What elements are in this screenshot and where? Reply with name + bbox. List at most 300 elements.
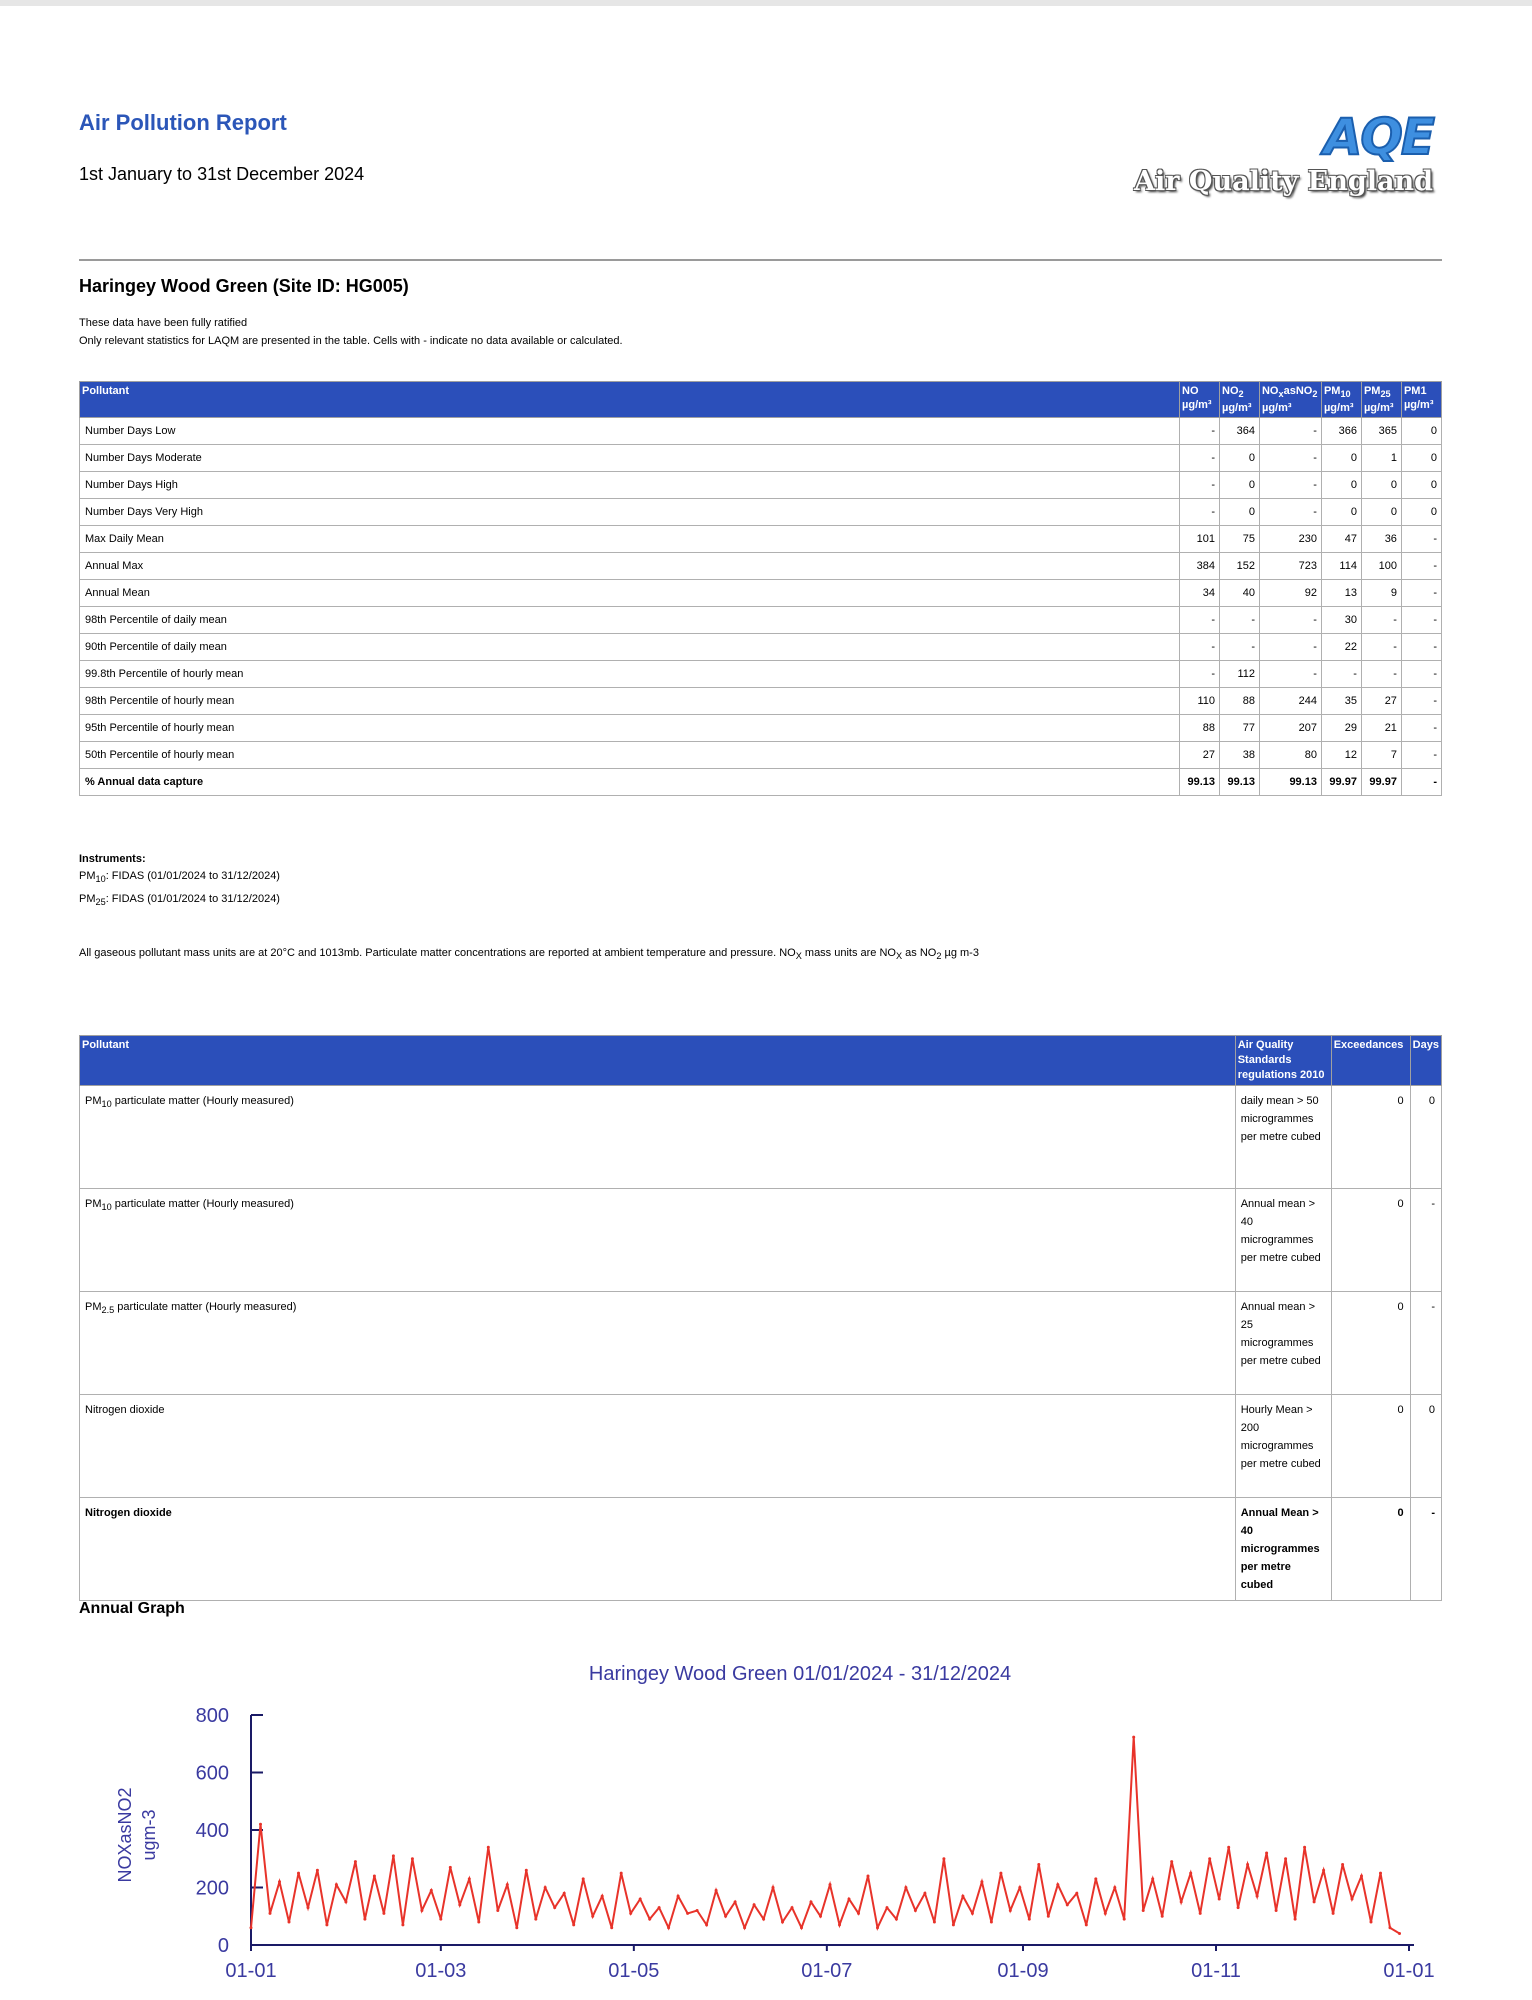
data-point (952, 1923, 955, 1926)
table-cell: 0 (1401, 418, 1441, 445)
standard-cell: Annual Mean > 40 microgrammes per metre cubed (1235, 1498, 1331, 1601)
column-unit: µg/m³ (1261, 402, 1292, 415)
data-point (696, 1909, 699, 1912)
table-cell: 152 (1220, 553, 1260, 580)
row-label: 95th Percentile of hourly mean (80, 715, 1180, 742)
data-point (990, 1921, 993, 1924)
table-cell: 0 (1321, 445, 1361, 472)
data-point (1028, 1918, 1031, 1921)
table-row (80, 553, 1442, 580)
table-cell: 244 (1259, 688, 1321, 715)
data-point (1075, 1892, 1078, 1895)
data-point (477, 1921, 480, 1924)
table-cell: 22 (1321, 634, 1361, 661)
instrument-item (79, 870, 280, 884)
table-cell: - (1401, 769, 1441, 796)
data-point (1332, 1912, 1335, 1915)
exceedances-cell: 0 (1331, 1189, 1410, 1292)
table-cell: 0 (1361, 472, 1401, 499)
table-cell: 101 (1180, 526, 1220, 553)
data-point (382, 1912, 385, 1915)
table-cell: - (1220, 607, 1260, 634)
data-point (667, 1926, 670, 1929)
column-unit: µg/m³ (1363, 402, 1394, 415)
table-cell: - (1259, 634, 1321, 661)
data-point (1398, 1932, 1401, 1935)
data-point (1094, 1877, 1097, 1880)
table-row (80, 1189, 1442, 1292)
table-cell: 207 (1259, 715, 1321, 742)
units-note-sub: X (895, 951, 903, 962)
table-cell: 12 (1321, 742, 1361, 769)
table-cell: 40 (1220, 580, 1260, 607)
data-point (980, 1880, 983, 1883)
table-cell: 364 (1220, 418, 1260, 445)
data-point (933, 1921, 936, 1924)
instrument-description: : FIDAS (01/01/2024 to 31/12/2024) (105, 870, 280, 882)
data-point (705, 1923, 708, 1926)
statistics-header-row (80, 382, 1442, 418)
table-cell: - (1361, 661, 1401, 688)
data-point (392, 1854, 395, 1857)
row-label: Number Days Very High (80, 499, 1180, 526)
y-tick-label: 0 (217, 1935, 229, 1957)
data-point (344, 1900, 347, 1903)
row-label: 90th Percentile of daily mean (80, 634, 1180, 661)
data-point (942, 1857, 945, 1860)
data-point (857, 1912, 860, 1915)
column-unit: µg/m³ (1403, 399, 1434, 411)
table-row (80, 769, 1442, 796)
data-point (1056, 1883, 1059, 1886)
column-header-sub: x (1278, 389, 1284, 400)
data-point (658, 1906, 661, 1909)
data-point (734, 1900, 737, 1903)
column-unit: µg/m³ (1222, 402, 1252, 415)
data-point (1284, 1857, 1287, 1860)
table-cell: - (1401, 526, 1441, 553)
exceedances-cell: 0 (1331, 1086, 1410, 1189)
pollutant-desc: particulate matter (Hourly measured) (111, 1095, 294, 1107)
pollutant-cell (80, 1498, 1236, 1601)
table-cell: 99.97 (1361, 769, 1401, 796)
table-cell: - (1321, 661, 1361, 688)
data-point (791, 1906, 794, 1909)
column-header-sub: 10 (1340, 389, 1351, 400)
exceedances-cell: 0 (1331, 1292, 1410, 1395)
row-label: Max Daily Mean (80, 526, 1180, 553)
data-point (325, 1923, 328, 1926)
table-cell: 110 (1180, 688, 1220, 715)
exceedances-cell: 0 (1331, 1395, 1410, 1498)
pollutant-name: PM (85, 1301, 102, 1313)
table-row (80, 526, 1442, 553)
table-cell: 0 (1220, 472, 1260, 499)
days-cell: - (1410, 1189, 1441, 1292)
data-point (259, 1823, 262, 1826)
data-point (250, 1926, 253, 1929)
row-label: Annual Max (80, 553, 1180, 580)
table-cell: 30 (1321, 607, 1361, 634)
column-unit: µg/m³ (1323, 402, 1354, 415)
data-point (1180, 1900, 1183, 1903)
data-point (354, 1860, 357, 1863)
data-point (677, 1895, 680, 1898)
pollutant-sub: 10 (101, 1099, 112, 1110)
std-header-exceedances: Exceedances (1331, 1036, 1410, 1086)
data-point (1313, 1900, 1316, 1903)
table-row (80, 1292, 1442, 1395)
data-point (1322, 1869, 1325, 1872)
data-point (1360, 1875, 1363, 1878)
column-header-0: NO µg/m³ (1180, 382, 1220, 418)
data-point (1113, 1886, 1116, 1889)
units-note-text: mass units are NO (801, 947, 896, 959)
table-cell: - (1259, 607, 1321, 634)
data-point (904, 1886, 907, 1889)
table-cell: - (1401, 661, 1441, 688)
table-cell: 0 (1361, 499, 1401, 526)
table-row (80, 742, 1442, 769)
data-point (876, 1926, 879, 1929)
instrument-subscript: 25 (95, 897, 106, 908)
table-cell: - (1180, 472, 1220, 499)
table-cell: 0 (1401, 499, 1441, 526)
table-cell: 34 (1180, 580, 1220, 607)
data-point (601, 1895, 604, 1898)
instrument-subscript: 10 (95, 874, 106, 885)
instrument-name: PM (79, 870, 96, 882)
table-cell: 365 (1361, 418, 1401, 445)
table-cell: 99.13 (1259, 769, 1321, 796)
table-cell: 384 (1180, 553, 1220, 580)
standard-cell: Hourly Mean > 200 microgrammes per metre cubed (1235, 1395, 1331, 1498)
table-row (80, 661, 1442, 688)
table-row (80, 1086, 1442, 1189)
y-tick-label: 400 (195, 1820, 229, 1842)
table-cell: 230 (1259, 526, 1321, 553)
data-point (373, 1875, 376, 1878)
pollutant-cell (80, 1292, 1236, 1395)
table-cell: 0 (1220, 499, 1260, 526)
table-cell: 0 (1220, 445, 1260, 472)
table-cell: - (1180, 418, 1220, 445)
data-point (810, 1900, 813, 1903)
data-point (1294, 1918, 1297, 1921)
table-cell: 35 (1321, 688, 1361, 715)
data-point (572, 1923, 575, 1926)
data-point (1142, 1909, 1145, 1912)
data-point (1237, 1906, 1240, 1909)
data-point (468, 1877, 471, 1880)
data-point (1161, 1915, 1164, 1918)
data-point (1085, 1923, 1088, 1926)
data-point (886, 1906, 889, 1909)
data-point (867, 1875, 870, 1878)
aqe-logo-mark: AQE (1323, 108, 1433, 166)
table-cell: - (1220, 634, 1260, 661)
x-tick-label: 01-09 (997, 1960, 1049, 1982)
exceedances-cell: 0 (1331, 1498, 1410, 1601)
data-point (819, 1915, 822, 1918)
table-cell: - (1259, 418, 1321, 445)
pollutant-desc: particulate matter (Hourly measured) (111, 1198, 294, 1210)
table-cell: 27 (1361, 688, 1401, 715)
table-cell: - (1180, 607, 1220, 634)
table-row (80, 418, 1442, 445)
data-point (753, 1903, 756, 1906)
data-point (1151, 1877, 1154, 1880)
data-point (961, 1895, 964, 1898)
data-point (781, 1921, 784, 1924)
data-point (762, 1918, 765, 1921)
data-point (553, 1906, 556, 1909)
table-cell: 29 (1321, 715, 1361, 742)
standards-body (80, 1086, 1442, 1601)
date-range: 1st January to 31st December 2024 (79, 164, 365, 184)
pollutant-column-header: Pollutant (80, 382, 1180, 418)
data-point (639, 1898, 642, 1901)
pollutant-cell (80, 1395, 1236, 1498)
aqe-logo-text: Air Quality England (1134, 166, 1433, 197)
data-point (829, 1883, 832, 1886)
site-title: Haringey Wood Green (Site ID: HG005) (79, 276, 409, 296)
table-cell: - (1180, 499, 1220, 526)
header-divider (79, 259, 1442, 261)
data-point (591, 1915, 594, 1918)
data-point (1123, 1918, 1126, 1921)
report-title: Air Pollution Report (79, 110, 287, 135)
data-point (1265, 1852, 1268, 1855)
x-tick-label: 01-11 (1191, 1960, 1241, 1982)
data-point (307, 1906, 310, 1909)
standards-header-row (80, 1036, 1442, 1086)
table-cell: 9 (1361, 580, 1401, 607)
table-cell: 0 (1321, 472, 1361, 499)
table-cell: 112 (1220, 661, 1260, 688)
data-point (800, 1926, 803, 1929)
data-point (297, 1872, 300, 1875)
data-point (316, 1869, 319, 1872)
data-point (1208, 1857, 1211, 1860)
data-point (1275, 1909, 1278, 1912)
table-cell: 1 (1361, 445, 1401, 472)
data-point (724, 1915, 727, 1918)
statistics-body (80, 418, 1442, 796)
units-note (79, 947, 979, 961)
table-cell: 80 (1259, 742, 1321, 769)
table-row (80, 607, 1442, 634)
pollutant-cell (80, 1189, 1236, 1292)
table-row (80, 715, 1442, 742)
table-cell: 47 (1321, 526, 1361, 553)
data-point (1199, 1912, 1202, 1915)
units-note-sub: 2 (936, 951, 942, 962)
data-point (335, 1883, 338, 1886)
units-note-text: All gaseous pollutant mass units are at 20°C and 1013mb. Particulate matter concentrations are reported at ambient temperature and pressure. NO (79, 947, 796, 959)
table-cell: - (1401, 715, 1441, 742)
row-label: 98th Percentile of daily mean (80, 607, 1180, 634)
data-point (1170, 1860, 1173, 1863)
data-point (449, 1866, 452, 1869)
column-header-3: $PM_{10}$ µg/m³ (1321, 382, 1361, 418)
data-point (838, 1923, 841, 1926)
table-cell: - (1361, 634, 1401, 661)
data-point (1370, 1921, 1373, 1924)
std-header-days: Days (1410, 1036, 1441, 1086)
row-label: 99.8th Percentile of hourly mean (80, 661, 1180, 688)
data-point (1227, 1846, 1230, 1849)
table-row (80, 472, 1442, 499)
data-point (458, 1903, 461, 1906)
x-tick-label: 01-03 (415, 1960, 467, 1982)
data-point (914, 1909, 917, 1912)
laqm-note: Only relevant statistics for LAQM are presented in the table. Cells with - indicate no data available or calculated. (79, 335, 623, 347)
table-cell: 38 (1220, 742, 1260, 769)
data-point (496, 1909, 499, 1912)
data-point (1037, 1863, 1040, 1866)
data-point (515, 1926, 518, 1929)
table-cell: - (1401, 742, 1441, 769)
days-cell: 0 (1410, 1086, 1441, 1189)
data-point (1218, 1898, 1221, 1901)
statistics-table (79, 381, 1442, 796)
std-header-standard: Air Quality Standards regulations 2010 (1235, 1036, 1331, 1086)
table-cell: - (1401, 607, 1441, 634)
x-tick-label: 01-01 (225, 1960, 277, 1982)
data-point (1389, 1926, 1392, 1929)
row-label: 98th Percentile of hourly mean (80, 688, 1180, 715)
table-cell: - (1259, 445, 1321, 472)
instrument-item (79, 893, 280, 907)
data-point (1379, 1872, 1382, 1875)
table-cell: - (1361, 607, 1401, 634)
table-cell: 88 (1220, 688, 1260, 715)
data-point (439, 1918, 442, 1921)
data-point (269, 1912, 272, 1915)
instrument-description: : FIDAS (01/01/2024 to 31/12/2024) (105, 893, 280, 905)
data-point (999, 1872, 1002, 1875)
ratified-note: These data have been fully ratified (79, 317, 248, 329)
units-note-text: as NO (902, 947, 937, 959)
data-point (648, 1918, 651, 1921)
table-cell: 366 (1321, 418, 1361, 445)
data-point (1351, 1898, 1354, 1901)
pollutant-desc: particulate matter (Hourly measured) (114, 1301, 297, 1313)
data-point (401, 1923, 404, 1926)
table-row (80, 499, 1442, 526)
data-point (1018, 1886, 1021, 1889)
y-tick-label: 200 (195, 1877, 229, 1900)
row-label: Number Days Moderate (80, 445, 1180, 472)
data-point (525, 1869, 528, 1872)
data-point (686, 1912, 689, 1915)
y-tick-label: 800 (195, 1705, 229, 1727)
table-cell: 13 (1321, 580, 1361, 607)
standard-cell: daily mean > 50 microgrammes per metre cubed (1235, 1086, 1331, 1189)
column-header-sub: 2 (1238, 389, 1244, 400)
table-cell: - (1259, 472, 1321, 499)
data-point (620, 1872, 623, 1875)
column-unit: µg/m³ (1182, 399, 1212, 411)
table-row (80, 634, 1442, 661)
aqe-logo (1134, 108, 1435, 202)
row-label: % Annual data capture (80, 769, 1180, 796)
data-point (420, 1909, 423, 1912)
pollutant-name: Nitrogen dioxide (85, 1404, 165, 1416)
table-row (80, 445, 1442, 472)
table-cell: 77 (1220, 715, 1260, 742)
data-point (563, 1892, 566, 1895)
data-point (288, 1921, 291, 1924)
standard-cell: Annual mean > 40 microgrammes per metre cubed (1235, 1189, 1331, 1292)
data-point (411, 1857, 414, 1860)
pollutant-sub: 2.5 (101, 1305, 115, 1316)
data-point (715, 1889, 718, 1892)
days-cell: - (1410, 1292, 1441, 1395)
data-point (1132, 1736, 1135, 1739)
table-cell: 21 (1361, 715, 1401, 742)
table-cell: - (1180, 661, 1220, 688)
chart-title: Haringey Wood Green 01/01/2024 - 31/12/2024 (588, 1663, 1012, 1685)
data-point (1047, 1915, 1050, 1918)
table-cell: 27 (1180, 742, 1220, 769)
column-header-sub: 25 (1380, 389, 1391, 400)
days-cell: 0 (1410, 1395, 1441, 1498)
data-point (1303, 1846, 1306, 1849)
std-header-pollutant: Pollutant (80, 1036, 1236, 1086)
data-point (1009, 1909, 1012, 1912)
table-cell: - (1401, 688, 1441, 715)
table-cell: 99.13 (1220, 769, 1260, 796)
x-tick-label: 01-05 (608, 1960, 660, 1982)
table-cell: - (1401, 553, 1441, 580)
table-cell: 723 (1259, 553, 1321, 580)
data-point (895, 1918, 898, 1921)
table-cell: 0 (1401, 472, 1441, 499)
standard-cell: Annual mean > 25 microgrammes per metre cubed (1235, 1292, 1331, 1395)
pollutant-cell (80, 1086, 1236, 1189)
table-row (80, 580, 1442, 607)
table-cell: 92 (1259, 580, 1321, 607)
table-cell: 0 (1401, 445, 1441, 472)
standards-table (79, 1035, 1442, 1601)
column-header-2: $NO_xasNO_2$ µg/m³ (1259, 382, 1321, 418)
units-note-sub: X (795, 951, 802, 962)
table-cell: 75 (1220, 526, 1260, 553)
table-cell: 88 (1180, 715, 1220, 742)
data-point (971, 1912, 974, 1915)
annual-graph-heading: Annual Graph (79, 1600, 185, 1617)
data-point (430, 1889, 433, 1892)
pollutant-sub: 10 (101, 1202, 112, 1213)
data-point (544, 1886, 547, 1889)
table-cell: - (1401, 634, 1441, 661)
instrument-name: PM (79, 893, 96, 905)
table-row (80, 688, 1442, 715)
table-cell: 99.13 (1180, 769, 1220, 796)
row-label: 50th Percentile of hourly mean (80, 742, 1180, 769)
y-axis-unit: ugm-3 (139, 1809, 159, 1861)
data-point (772, 1886, 775, 1889)
pollutant-name: PM (85, 1095, 102, 1107)
table-cell: - (1180, 634, 1220, 661)
data-point (1256, 1895, 1259, 1898)
annual-graph-chart (79, 1645, 1442, 1995)
data-point (629, 1912, 632, 1915)
column-header-5: PM1 µg/m³ (1401, 382, 1441, 418)
table-cell: - (1259, 499, 1321, 526)
